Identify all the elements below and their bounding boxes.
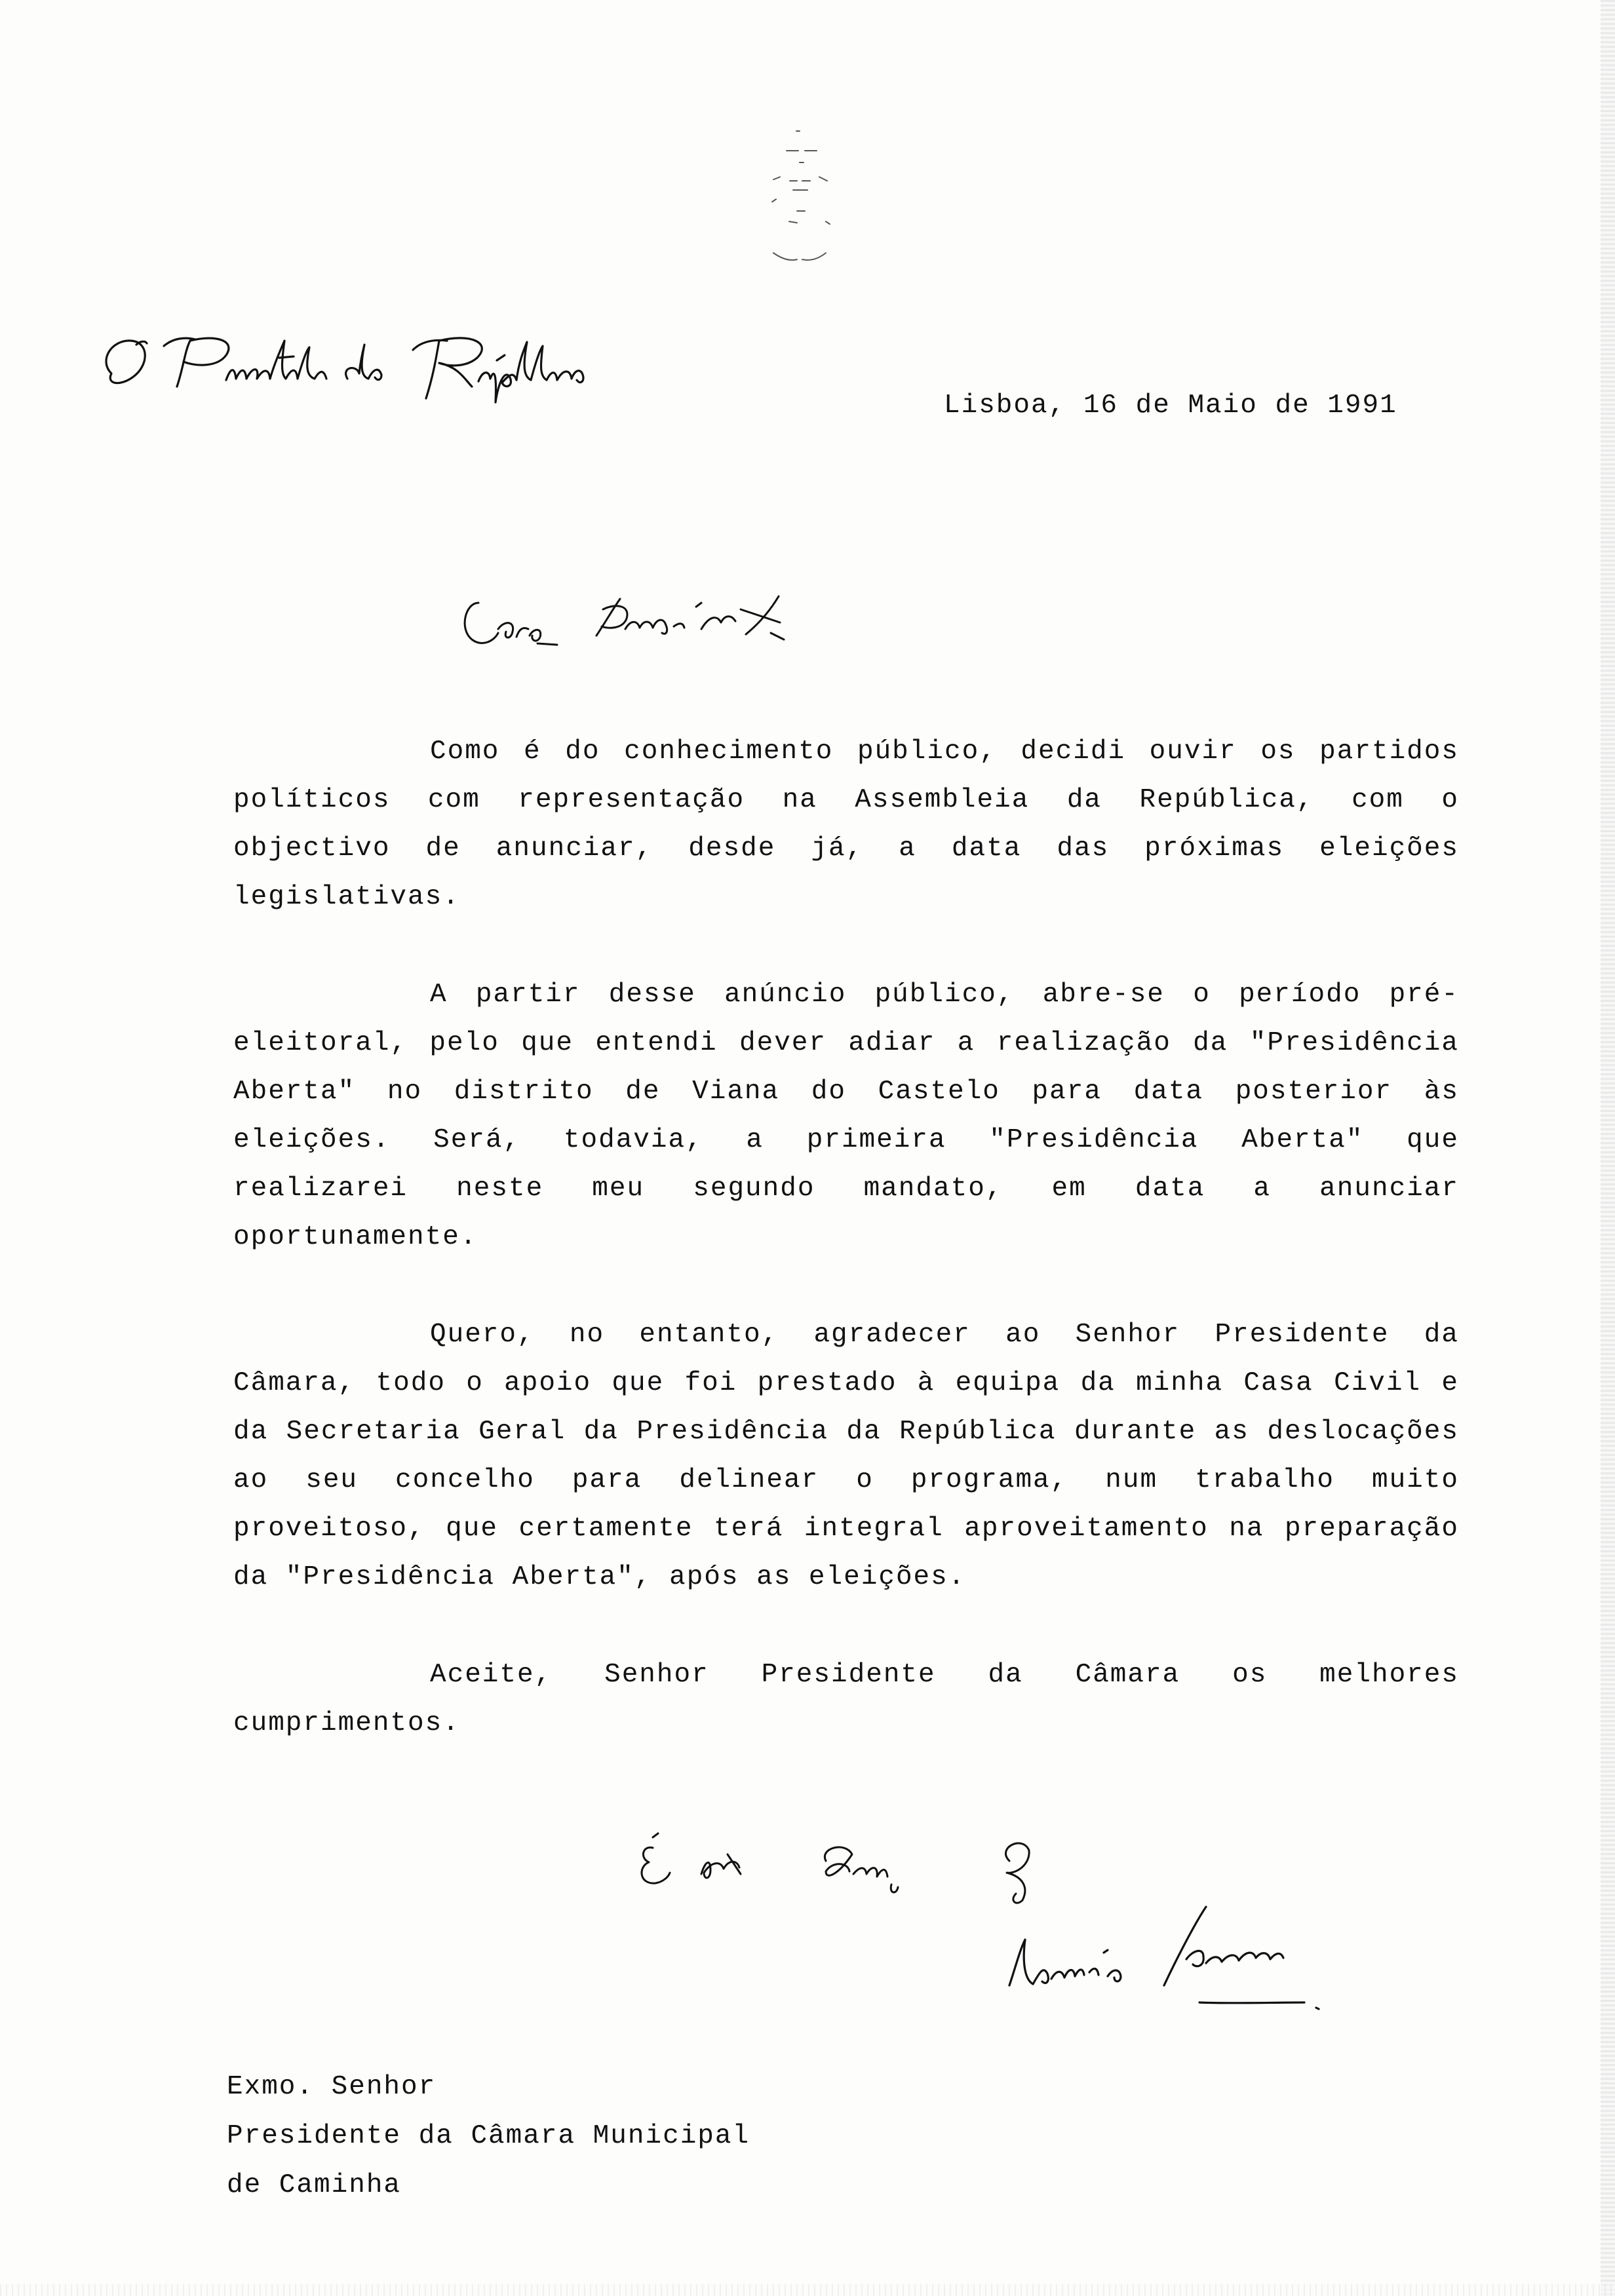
presidential-letterhead xyxy=(85,321,675,419)
letter-date: Lisboa, 16 de Maio de 1991 xyxy=(944,391,1397,421)
scan-edge-right xyxy=(1601,0,1615,2296)
handwritten-salutation xyxy=(452,577,819,675)
handwritten-signature xyxy=(996,1887,1350,2038)
paragraph-3: Quero, no entanto, agradecer ao Senhor Presidente da Câmara, todo o apoio que foi prestado à equipa da minha Casa Civil e da Secretaria Geral da Presidência da República durante as deslocações ao seu concelho para delinear o programa, num trabalho muito proveitoso, que certamente terá integral aproveitamento na preparação da "Presidência Aberta", após as eleições. xyxy=(233,1320,1459,1592)
paragraph-1: Como é do conhecimento público, decidi ouvir os partidos políticos com representação na Assembleia da República, com o objectivo de anunciar, desde já, a data das próximas eleições legislativas. xyxy=(233,737,1459,912)
recipient-address xyxy=(227,2063,750,2210)
coat-of-arms-emblem xyxy=(734,124,865,275)
letter-body xyxy=(233,727,1459,1797)
address-line-1: Exmo. Senhor xyxy=(227,2072,437,2102)
paragraph-4: Aceite, Senhor Presidente da Câmara os melhores cumprimentos. xyxy=(233,1660,1459,1738)
address-line-3: de Caminha xyxy=(227,2170,402,2200)
scan-edge-bottom xyxy=(0,2284,1615,2296)
paragraph-2: A partir desse anúncio público, abre-se o período pré-eleitoral, pelo que entendi dever adiar a realização da "Presidência Aberta" no distrito de Viana do Castelo para data posterior às eleições. Será, todavia, a primeira "Presidência Aberta" que realizarei neste meu segundo mandato, em data a anunciar oportunamente. xyxy=(233,980,1459,1252)
address-line-2: Presidente da Câmara Municipal xyxy=(227,2121,750,2151)
